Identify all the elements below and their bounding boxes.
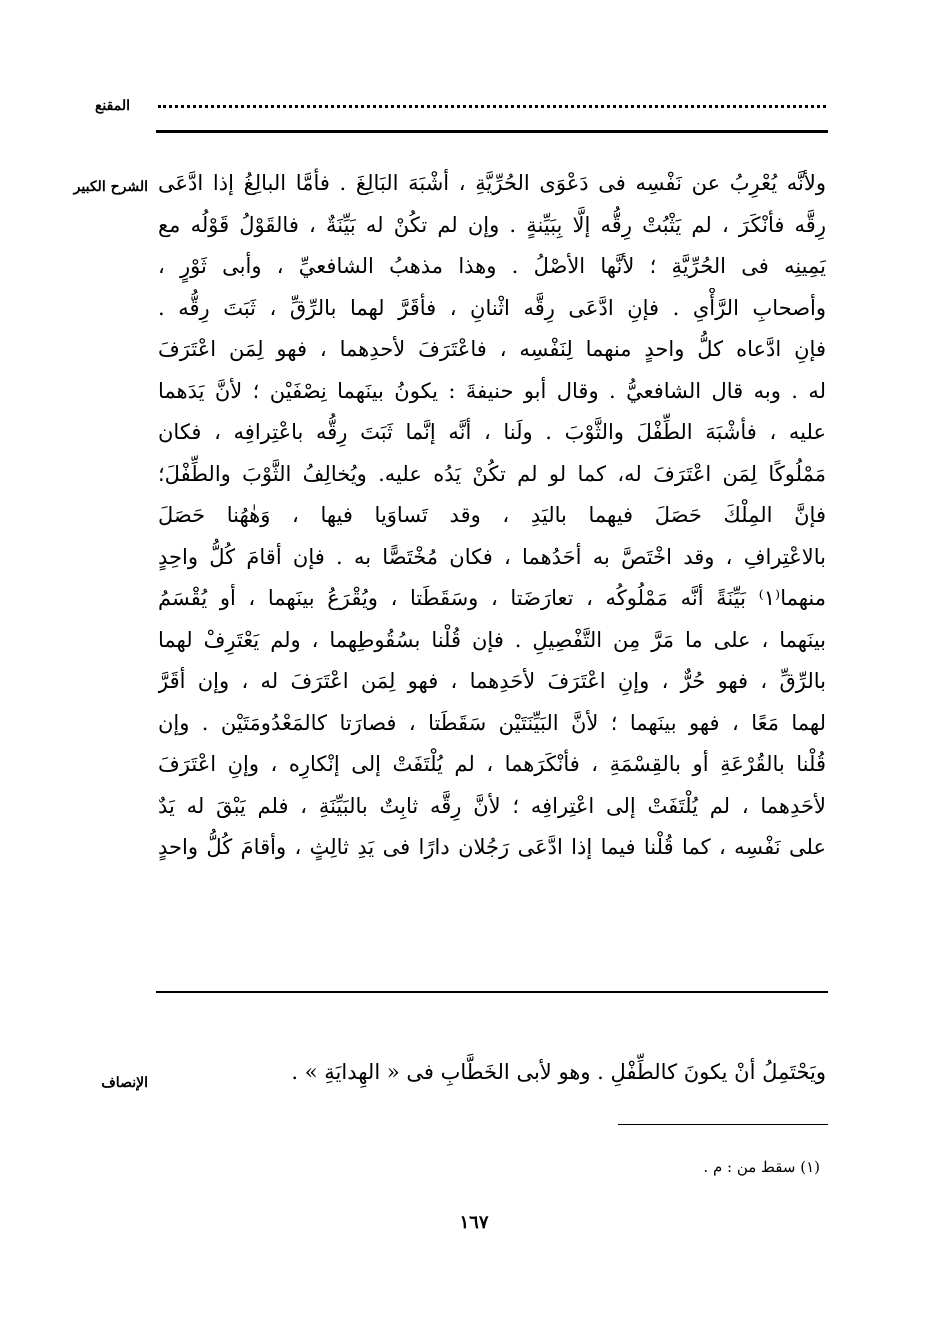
text-line: منهما⁽١⁾ بَيِّنَةً أنَّه مَمْلُوكُه ، تعارَضَتا ، وسَقَطَتا ، ويُقْرَعُ بينَهما ، أو يُقْسَمُ	[158, 586, 826, 610]
section-divider	[156, 991, 828, 993]
text-line: وأصحابِ الرَّأْىِ . فإنِ ادَّعَى رِقَّه اثْنانِ ، فأقَرَّ لهما بالرِّقِّ ، ثَبَتَ رِقُّه .	[158, 295, 826, 320]
footnote: (١) سقط من : م .	[703, 1158, 820, 1176]
text-line: فإنِ ادَّعاه كلُّ واحدٍ منهما لِنَفْسِه ، فاعْتَرَفَ لأحدِهما ، فهو لِمَن اعْتَرَفَ	[158, 337, 826, 361]
page-number: ١٦٧	[459, 1212, 489, 1233]
text-line: مَمْلُوكًا لِمَن اعْتَرَفَ له، كما لو لم تكُنْ يَدُه عليه. ويُخالِفُ الثَّوْبَ والطِّفْلَ؛	[158, 461, 826, 486]
header-rule	[156, 130, 828, 133]
text-line: على نَفْسِه ، كما قُلْنا فيما إذا ادَّعَى رَجُلان دارًا فى يَدِ ثالِثٍ ، وأقامَ كُلُّ واحدٍ	[158, 835, 826, 859]
side-label-insaf: الإنصاف	[101, 1075, 148, 1091]
insaf-text: ويَحْتَمِلُ أنْ يكونَ كالطِّفْلِ . وهو لأبى الخَطَّابِ فى « الهِدايَةِ » .	[291, 1060, 826, 1084]
text-line: رِقَّه فأنْكَرَ ، لم يَثْبُتْ رِقُّه إلَّا بِبَيِّنةٍ . وإن لم تكُنْ له بَيِّنَةٌ ، فالقَوْلُ قَوْلُه مع	[158, 212, 826, 237]
footnote-rule	[618, 1124, 828, 1125]
text-line: بالرِّقِّ ، فهو حُرٌّ ، وإنِ اعْتَرَفَ لأحَدِهما ، فهو لِمَن اعْتَرَفَ له ، وإن أقَرَّ	[158, 669, 826, 693]
main-text	[158, 163, 826, 869]
text-line: ولأنَّه يُعْرِبُ عن نَفْسِه فى دَعْوَى الحُرِّيَّةِ ، أشْبَهَ البَالِغَ . فأمَّا البالِغُ إذا ادَّعَى	[158, 171, 826, 195]
side-label-sharh: الشرح الكبير	[73, 179, 148, 195]
text-line: بالاعْتِرافِ ، وقد اخْتَصَّ به أحَدُهما ، فكان مُخْتَصًّا به . فإن أقامَ كُلُّ واحِدٍ	[158, 544, 826, 569]
text-line: له . وبه قال الشافعيُّ . وقال أبو حنيفةَ : يكونُ بينَهما نِصْفَيْن ؛ لأنَّ يَدَهما	[158, 378, 826, 403]
text-line: قُلْنا بالقُرْعَةِ أو بالقِسْمَةِ ، فأنْكَرَهما ، لم يُلْتَفَتْ إلى إنْكارِه ، وإنِ اعْتَرَفَ	[158, 752, 826, 776]
text-line: لهما مَعًا ، فهو بينَهما ؛ لأنَّ البَيِّنَتَيْن سَقَطَتا ، فصارَتا كالمَعْدُومَتَيْن . وإن	[158, 710, 826, 735]
running-title: المقنع	[94, 98, 130, 114]
text-line: عليه ، فأشْبَهَ الطِّفْلَ والثَّوْبَ . ولَنا ، أنَّه إنَّما ثَبَتَ رِقُّه باعْتِرافِه ، فكان	[158, 420, 826, 444]
text-line: بينَهما ، على ما مَرَّ مِن التَّفْصِيلِ . فإن قُلْنا بسُقُوطِهما ، ولم يَعْتَرِفْ لهما	[158, 627, 826, 652]
text-line: لأحَدِهما ، لم يُلْتَفَتْ إلى اعْتِرافِه ؛ لأنَّ رِقَّه ثابِتٌ بالبَيِّنَةِ ، فلم يَبْقَ له يَدٌ	[158, 793, 826, 818]
header-dotted-line	[158, 88, 826, 108]
text-line: فإنَّ المِلْكَ حَصَلَ فيهما باليَدِ ، وقد تَساوَيا فيها ، وَهٰهُنا حَصَلَ	[158, 503, 826, 527]
text-line: يَمِينِه فى الحُرِّيَّةِ ؛ لأنَّها الأصْلُ . وهذا مذهبُ الشافعيِّ ، وأبى ثَوْرٍ ،	[158, 254, 826, 278]
